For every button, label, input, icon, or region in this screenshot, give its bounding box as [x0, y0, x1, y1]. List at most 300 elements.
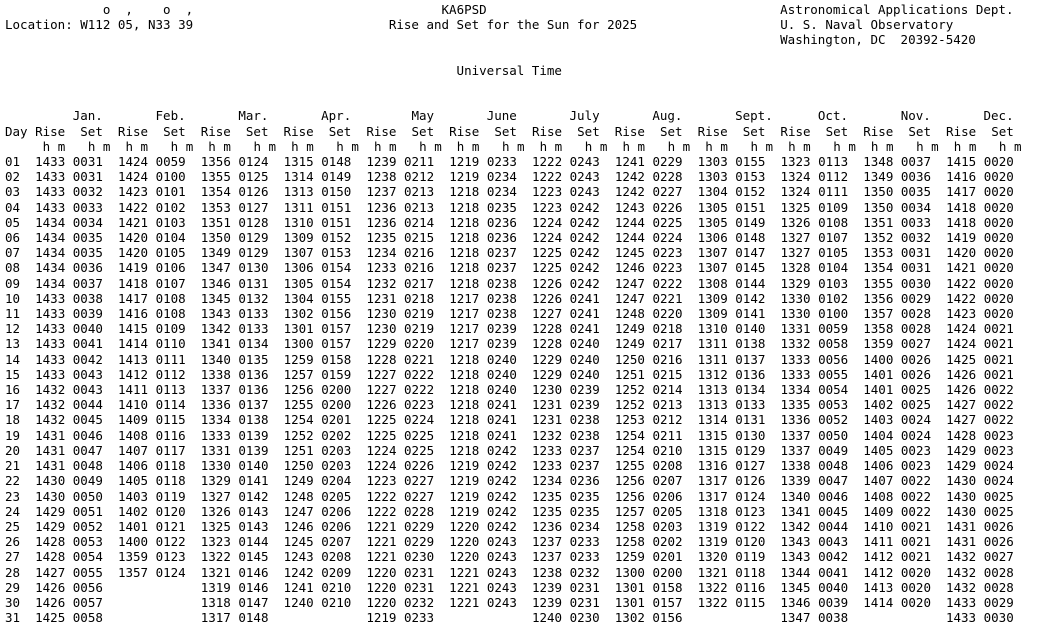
set-time: 0150 [321, 184, 352, 200]
set-time: 0237 [486, 245, 517, 261]
rise-time: 1328 [780, 260, 811, 276]
rise-time: 1217 [449, 306, 480, 322]
set-time: 0224 [404, 412, 435, 428]
set-time: 0025 [983, 503, 1014, 519]
set-time: 0105 [155, 245, 186, 261]
set-time: 0149 [321, 169, 352, 185]
rise-time: 1243 [283, 549, 314, 565]
rise-time: 1412 [863, 549, 894, 565]
rise-time: 1424 [946, 321, 977, 337]
rise-time: 1237 [366, 184, 397, 200]
rise-time: 1401 [863, 366, 894, 382]
rise-time: 1351 [863, 214, 894, 230]
rise-label: Rise [946, 123, 977, 139]
rise-time: 1420 [117, 230, 149, 246]
set-time: 0023 [900, 442, 931, 458]
set-time: 0140 [735, 321, 766, 337]
rise-time: 1253 [614, 412, 645, 428]
rise-time: 1341 [200, 336, 231, 352]
set-label: Set [991, 123, 1014, 139]
rise-time: 1322 [697, 579, 728, 595]
hour-label: h [170, 138, 179, 154]
set-time: 0108 [818, 214, 849, 230]
rise-time: 1310 [697, 321, 728, 337]
set-time: 0058 [72, 610, 103, 625]
set-time: 0213 [404, 184, 435, 200]
rise-time: 1427 [946, 397, 977, 413]
set-time: 0137 [735, 351, 766, 367]
set-time: 0035 [72, 230, 103, 246]
set-time: 0129 [238, 230, 269, 246]
set-time: 0111 [155, 351, 186, 367]
set-time: 0241 [486, 427, 517, 443]
set-time: 0137 [238, 397, 269, 413]
rise-time: 1359 [117, 549, 149, 565]
rise-time: 1251 [283, 442, 314, 458]
month-header: Oct. [817, 108, 849, 124]
set-time: 0155 [321, 290, 352, 306]
set-time: 0119 [735, 549, 766, 565]
rise-time: 1240 [531, 610, 563, 625]
set-time: 0020 [983, 184, 1014, 200]
rise-time: 1239 [366, 154, 397, 170]
day-number: 16 [5, 382, 21, 398]
rise-time: 1303 [697, 169, 728, 185]
rise-time: 1337 [780, 427, 811, 443]
set-time: 0021 [983, 321, 1014, 337]
set-time: 0023 [983, 442, 1014, 458]
set-label: Set [825, 123, 849, 139]
minute-label: m [517, 138, 525, 154]
set-time: 0136 [238, 382, 269, 398]
table-row [5, 534, 1029, 549]
rise-time: 1236 [366, 199, 397, 215]
set-time: 0242 [486, 442, 517, 458]
set-time: 0229 [404, 518, 435, 534]
set-time: 0120 [735, 534, 766, 550]
rise-time: 1218 [449, 260, 480, 276]
set-time: 0048 [72, 458, 103, 474]
rise-time: 1231 [366, 290, 397, 306]
month-header: June [486, 108, 517, 124]
rise-time: 1347 [780, 610, 811, 625]
set-time: 0142 [238, 488, 269, 504]
set-time: 0142 [735, 290, 766, 306]
rise-time: 1343 [780, 549, 811, 565]
minute-label: m [885, 138, 894, 154]
rise-time: 1217 [449, 336, 480, 352]
rise-time: 1316 [697, 458, 728, 474]
hour-label: h [419, 138, 427, 154]
rise-time: 1222 [366, 488, 397, 504]
hour-label: h [870, 138, 879, 154]
set-time: 0048 [818, 458, 849, 474]
set-time: 0034 [900, 199, 931, 215]
set-time: 0047 [72, 442, 103, 458]
set-time: 0106 [155, 260, 186, 276]
rise-time: 1218 [449, 214, 480, 230]
minute-label: m [102, 138, 111, 154]
table-row [5, 200, 1029, 215]
rise-time: 1319 [697, 518, 728, 534]
minute-label: m [720, 138, 728, 154]
rise-time: 1229 [366, 336, 397, 352]
rise-time: 1245 [283, 534, 314, 550]
set-time: 0055 [818, 366, 849, 382]
set-time: 0024 [900, 412, 931, 428]
rise-time: 1313 [283, 184, 314, 200]
set-time: 0158 [321, 351, 352, 367]
rise-time: 1431 [35, 427, 66, 443]
set-time: 0127 [238, 199, 269, 215]
rise-time: 1306 [697, 230, 728, 246]
set-time: 0233 [569, 549, 600, 565]
set-time: 0117 [155, 442, 186, 458]
rise-time: 1219 [366, 610, 397, 625]
day-number: 15 [5, 366, 21, 382]
set-time: 0020 [983, 199, 1014, 215]
rise-time: 1333 [780, 366, 811, 382]
rise-time: 1433 [35, 169, 66, 185]
set-time: 0151 [321, 199, 352, 215]
set-time: 0210 [321, 579, 352, 595]
rise-time: 1403 [863, 412, 894, 428]
set-time: 0208 [321, 549, 352, 565]
set-time: 0050 [818, 427, 849, 443]
rise-time: 1318 [200, 594, 231, 610]
set-time: 0146 [238, 564, 269, 580]
month-header: Nov. [900, 108, 931, 124]
rise-time: 1245 [614, 245, 645, 261]
set-time: 0240 [569, 336, 600, 352]
rise-time: 1432 [35, 397, 66, 413]
rise-time: 1433 [35, 199, 66, 215]
rise-time: 1323 [200, 534, 231, 550]
rise-time: 1313 [697, 382, 728, 398]
table-row [5, 260, 1029, 275]
set-time: 0109 [818, 199, 849, 215]
rise-time: 1345 [200, 290, 231, 306]
rise-time: 1352 [863, 230, 894, 246]
rise-time: 1241 [614, 154, 645, 170]
rise-time: 1424 [946, 336, 977, 352]
set-time: 0228 [652, 169, 683, 185]
set-time: 0210 [652, 442, 683, 458]
rise-time: 1218 [449, 366, 480, 382]
rise-time: 1348 [863, 154, 894, 170]
rise-time: 1317 [200, 610, 231, 625]
day-number: 10 [5, 290, 21, 306]
rise-time: 1419 [946, 230, 977, 246]
rise-time: 1423 [117, 184, 149, 200]
set-time: 0239 [569, 397, 600, 413]
set-label: Set [411, 123, 435, 139]
set-time: 0202 [652, 534, 683, 550]
rise-time: 1428 [35, 534, 66, 550]
set-time: 0133 [238, 321, 269, 337]
set-time: 0051 [72, 503, 103, 519]
rise-time: 1223 [366, 473, 397, 489]
set-time: 0209 [321, 564, 352, 580]
set-time: 0027 [900, 336, 931, 352]
set-time: 0225 [652, 214, 683, 230]
minute-label: m [351, 138, 359, 154]
rise-time: 1432 [946, 549, 977, 565]
set-time: 0113 [818, 154, 849, 170]
set-time: 0231 [569, 594, 600, 610]
rise-time: 1218 [449, 245, 480, 261]
set-time: 0231 [404, 564, 435, 580]
day-number: 18 [5, 412, 21, 428]
set-label: Set [659, 123, 683, 139]
rise-time: 1422 [946, 290, 977, 306]
rise-time: 1224 [366, 442, 397, 458]
rise-time: 1257 [283, 366, 314, 382]
set-time: 0112 [155, 366, 186, 382]
set-time: 0157 [652, 594, 683, 610]
rise-time: 1218 [449, 412, 480, 428]
rise-time: 1408 [117, 427, 149, 443]
rise-time: 1411 [117, 382, 149, 398]
day-number: 20 [5, 442, 21, 458]
set-time: 0059 [155, 154, 186, 170]
day-number: 12 [5, 321, 21, 337]
day-number: 23 [5, 488, 21, 504]
rise-time: 1336 [200, 397, 231, 413]
hour-label: h [622, 138, 630, 154]
table-row [5, 458, 1029, 473]
set-time: 0206 [652, 488, 683, 504]
rise-time: 1427 [35, 564, 66, 580]
rise-time: 1410 [863, 518, 894, 534]
rise-time: 1218 [449, 351, 480, 367]
set-time: 0119 [155, 488, 186, 504]
rise-time: 1424 [117, 169, 149, 185]
rise-time: 1330 [780, 306, 811, 322]
rise-time: 1242 [614, 169, 645, 185]
set-time: 0225 [404, 442, 435, 458]
rise-time: 1406 [117, 458, 149, 474]
rise-time: 1256 [614, 473, 645, 489]
set-time: 0044 [72, 397, 103, 413]
rise-time: 1430 [946, 473, 977, 489]
set-time: 0152 [321, 230, 352, 246]
set-time: 0220 [652, 306, 683, 322]
set-time: 0025 [900, 382, 931, 398]
set-time: 0214 [652, 382, 683, 398]
degree-marks: o , o , [5, 2, 194, 17]
set-time: 0223 [652, 245, 683, 261]
set-time: 0116 [155, 427, 186, 443]
set-label: Set [494, 123, 517, 139]
set-time: 0109 [155, 321, 186, 337]
rise-time: 1354 [863, 260, 894, 276]
rise-time: 1301 [283, 321, 314, 337]
set-time: 0124 [735, 488, 766, 504]
rise-time: 1337 [200, 382, 231, 398]
rise-time: 1414 [117, 336, 149, 352]
rise-time: 1314 [283, 169, 314, 185]
rise-time: 1313 [697, 397, 728, 413]
set-time: 0037 [900, 154, 931, 170]
set-time: 0031 [900, 245, 931, 261]
rise-time: 1307 [697, 260, 728, 276]
table-row [5, 489, 1029, 504]
rise-time: 1415 [117, 321, 149, 337]
set-time: 0042 [72, 351, 103, 367]
set-time: 0020 [900, 564, 931, 580]
set-time: 0234 [486, 184, 517, 200]
rise-time: 1229 [532, 366, 563, 382]
set-time: 0243 [569, 169, 600, 185]
set-label: Set [80, 123, 103, 139]
set-time: 0156 [652, 610, 683, 625]
set-time: 0120 [155, 503, 186, 519]
set-time: 0236 [569, 473, 600, 489]
hour-label: h [208, 138, 216, 154]
set-time: 0028 [900, 306, 931, 322]
rise-time: 1304 [283, 290, 314, 306]
rise-time: 1327 [200, 488, 231, 504]
set-label: Set [328, 123, 352, 139]
set-time: 0238 [486, 290, 517, 306]
set-time: 0243 [486, 594, 517, 610]
rise-time: 1434 [35, 214, 66, 230]
set-time: 0049 [72, 473, 103, 489]
rise-time: 1342 [780, 518, 811, 534]
rise-time: 1433 [945, 610, 977, 625]
hour-label: h [584, 138, 593, 154]
set-time: 0212 [652, 412, 683, 428]
set-time: 0211 [404, 154, 435, 170]
day-number: 11 [5, 306, 21, 322]
month-header: Mar. [238, 108, 269, 124]
set-time: 0105 [818, 245, 849, 261]
table-row [5, 245, 1029, 260]
set-time: 0234 [486, 169, 517, 185]
hour-label: h [373, 138, 382, 154]
rise-time: 1219 [449, 503, 480, 519]
set-time: 0108 [155, 290, 186, 306]
set-time: 0239 [486, 321, 517, 337]
rise-time: 1256 [614, 488, 645, 504]
set-time: 0020 [983, 306, 1014, 322]
rise-time: 1325 [780, 199, 811, 215]
rise-time: 1415 [946, 154, 977, 170]
rise-time: 1232 [366, 275, 397, 291]
rise-time: 1345 [780, 579, 811, 595]
set-time: 0020 [983, 169, 1014, 185]
set-time: 0023 [900, 458, 931, 474]
hour-label: h [998, 138, 1007, 154]
rise-time: 1243 [614, 199, 645, 215]
rise-time: 1434 [35, 230, 66, 246]
set-time: 0234 [569, 518, 600, 534]
rise-time: 1329 [780, 275, 811, 291]
set-time: 0022 [983, 397, 1014, 413]
set-time: 0134 [735, 382, 766, 398]
rise-time: 1420 [946, 245, 977, 261]
set-time: 0116 [735, 579, 766, 595]
day-number: 29 [5, 579, 21, 595]
set-time: 0145 [735, 260, 766, 276]
rise-time: 1404 [863, 427, 894, 443]
rise-time: 1236 [366, 214, 397, 230]
rise-time: 1255 [614, 458, 645, 474]
hour-label: h [953, 138, 962, 154]
rise-time: 1311 [697, 351, 728, 367]
rise-time: 1250 [283, 458, 314, 474]
rise-time: 1258 [614, 534, 645, 550]
rise-time: 1319 [200, 579, 231, 595]
set-time: 0159 [321, 366, 352, 382]
set-time: 0059 [818, 321, 849, 337]
set-time: 0031 [72, 154, 103, 170]
set-time: 0231 [404, 579, 435, 595]
set-time: 0025 [983, 488, 1014, 504]
rise-time: 1431 [35, 458, 66, 474]
set-time: 0231 [569, 579, 600, 595]
table-row [5, 276, 1029, 291]
rise-time: 1259 [614, 549, 645, 565]
table-row [5, 321, 1029, 336]
set-time: 0148 [238, 610, 269, 625]
rise-time: 1430 [35, 488, 66, 504]
set-time: 0242 [486, 503, 517, 519]
set-time: 0042 [818, 549, 849, 565]
rise-time: 1302 [283, 306, 314, 322]
rise-time: 1226 [532, 275, 563, 291]
rise-time: 1400 [863, 351, 894, 367]
set-time: 0027 [983, 549, 1014, 565]
set-time: 0156 [321, 306, 352, 322]
set-time: 0126 [735, 473, 766, 489]
hour-label: h [42, 138, 51, 154]
set-time: 0215 [652, 366, 683, 382]
rise-time: 1431 [35, 442, 66, 458]
set-time: 0021 [983, 366, 1014, 382]
set-time: 0223 [404, 397, 435, 413]
minute-label: m [637, 138, 646, 154]
rise-time: 1220 [366, 564, 397, 580]
rise-time: 1338 [780, 458, 811, 474]
rise-time: 1324 [780, 169, 811, 185]
set-time: 0135 [238, 351, 269, 367]
set-time: 0049 [818, 442, 849, 458]
set-time: 0243 [486, 549, 517, 565]
set-time: 0239 [486, 336, 517, 352]
set-time: 0102 [155, 199, 186, 215]
set-time: 0242 [569, 275, 600, 291]
table-row [5, 519, 1029, 534]
rise-time: 1228 [532, 336, 563, 352]
day-number: 01 [5, 154, 21, 170]
rise-time: 1426 [35, 579, 66, 595]
rise-time: 1407 [863, 473, 894, 489]
rise-time: 1432 [946, 579, 977, 595]
location: Location: W112 05, N33 39 [5, 17, 194, 33]
rise-time: 1335 [780, 397, 811, 413]
set-time: 0242 [486, 473, 517, 489]
set-time: 0136 [735, 366, 766, 382]
table-row [5, 443, 1029, 458]
rise-time: 1401 [863, 382, 894, 398]
rise-time: 1315 [697, 442, 728, 458]
set-time: 0020 [900, 594, 931, 610]
rise-time: 1252 [283, 427, 314, 443]
set-time: 0240 [486, 382, 517, 398]
rise-time: 1327 [780, 245, 811, 261]
